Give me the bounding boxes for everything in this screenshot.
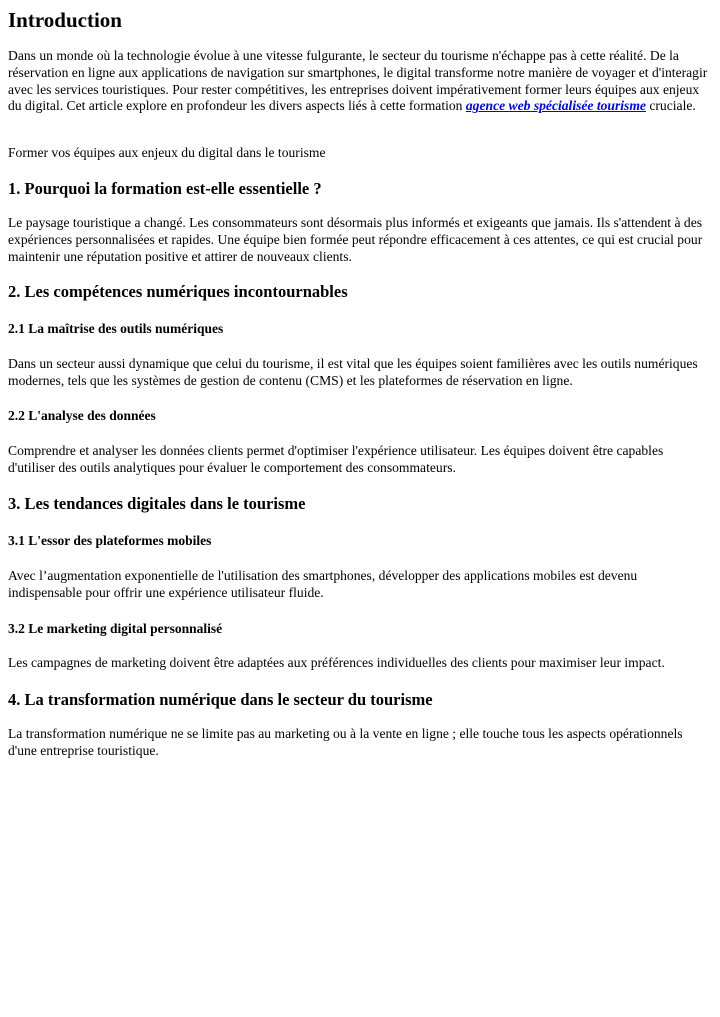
subsection-text-2-1: Dans un secteur aussi dynamique que celui du tourisme, il est vital que les équipes soient familières avec les outils numériques modernes, tels que les systèmes de gestion de contenu (CMS) et les plateformes de réservation en ligne.: [8, 356, 698, 388]
subsection-heading-2-1: 2.1 La maîtrise des outils numériques: [8, 321, 224, 336]
intro-paragraph: [8, 48, 712, 115]
subsection-heading-3-2: 3.2 Le marketing digital personnalisé: [8, 621, 223, 636]
subsection-heading-2-2: 2.2 L'analyse des données: [8, 408, 156, 423]
subsection-text-3-1: Avec l’augmentation exponentielle de l'utilisation des smartphones, développer des applications mobiles est devenu indispensable pour offrir une expérience utilisateur fluide.: [8, 568, 638, 600]
intro-text-end: cruciale.: [645, 98, 696, 114]
intro-caption: Former vos équipes aux enjeux du digital dans le tourisme: [8, 145, 326, 160]
section-heading-4: 4. La transformation numérique dans le secteur du tourisme: [8, 690, 433, 709]
agency-link[interactable]: agence web spécialisée tourisme: [465, 98, 646, 114]
page-title: Introduction: [8, 8, 122, 32]
subsection-heading-3-1: 3.1 L'essor des plateformes mobiles: [8, 533, 212, 548]
section-heading-3: 3. Les tendances digitales dans le tourisme: [8, 494, 306, 513]
section-text-4: La transformation numérique ne se limite pas au marketing ou à la vente en ligne ; elle touche tous les aspects opérationnels d'une entreprise touristique.: [8, 726, 683, 758]
section-heading-2: 2. Les compétences numériques incontournables: [8, 282, 348, 301]
subsection-text-3-2: Les campagnes de marketing doivent être adaptées aux préférences individuelles des clients pour maximiser leur impact.: [8, 655, 665, 670]
subsection-text-2-2: Comprendre et analyser les données clients permet d'optimiser l'expérience utilisateur. Les équipes doivent être capables d'utiliser des outils analytiques pour évaluer le comportement des consommateurs.: [8, 443, 664, 475]
intro-text: Dans un monde où la technologie évolue à une vitesse fulgurante, le secteur du tourisme n'échappe pas à cette réalité. De la réservation en ligne aux applications de navigation sur smartphones, le digital transforme notre manière de voyager et d'interagir avec les services touristiques. Pour rester compétitives, les entreprises doivent impérativement former leurs équipes aux enjeux du digital. Cet article explore en profondeur les divers aspects liés à cette formation: [8, 48, 708, 114]
section-text-1: Le paysage touristique a changé. Les consommateurs sont désormais plus informés et exigeants que jamais. Ils s'attendent à des expériences personnalisées et rapides. Une équipe bien formée peut répondre efficacement à ces attentes, ce qui est crucial pour maintenir une réputation positive et attirer de nouveaux clients.: [8, 215, 703, 264]
section-heading-1: 1. Pourquoi la formation est-elle essentielle ?: [8, 179, 322, 198]
